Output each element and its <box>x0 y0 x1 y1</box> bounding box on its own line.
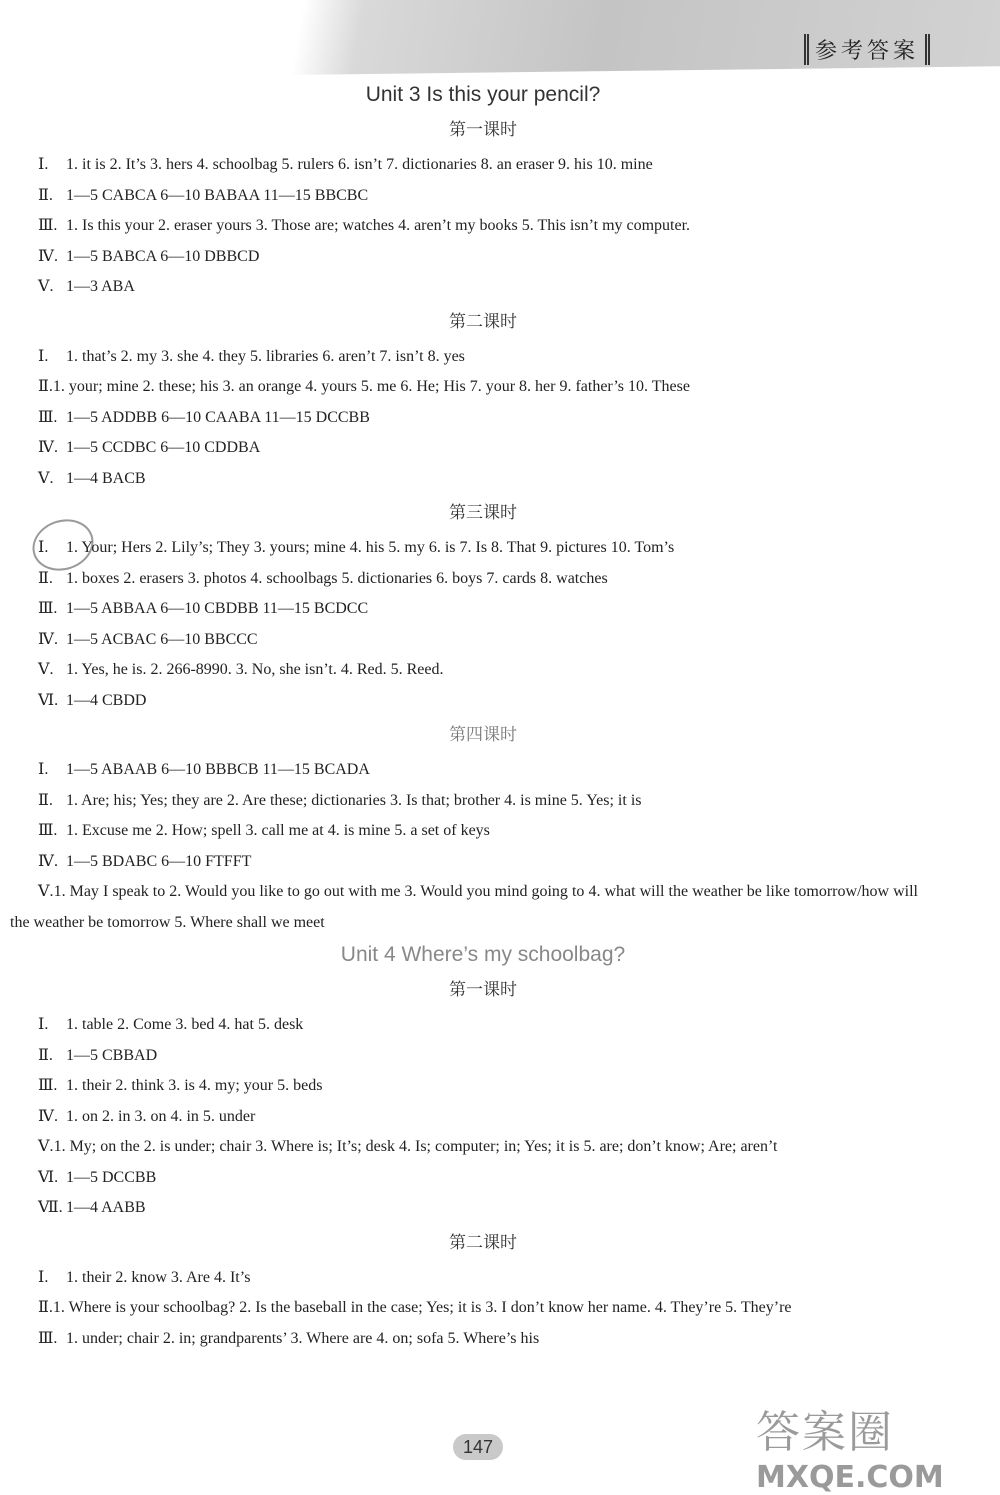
answer-line <box>38 433 928 464</box>
answer-line <box>6 1293 928 1324</box>
answer-line <box>38 847 928 878</box>
answer-line <box>6 372 928 403</box>
section-number: Ⅱ. <box>38 186 53 204</box>
answer-text: 1—5 BABCA 6—10 DBBCD <box>66 247 260 265</box>
answer-text: 1. Is this your 2. eraser yours 3. Those are; watches 4. aren’t my books 5. This isn’t my computer. <box>66 217 691 234</box>
section-number: Ⅳ. <box>38 852 58 870</box>
answer-line <box>38 625 928 656</box>
section-number: Ⅱ. <box>38 791 53 809</box>
answer-text: 1. their 2. know 3. Are 4. It’s <box>66 1268 251 1286</box>
section-number: Ⅰ. <box>38 347 49 365</box>
answer-line <box>6 877 928 938</box>
unit-title: Unit 3 Is this your pencil? <box>365 83 601 106</box>
answer-text: 1. your; mine 2. these; his 3. an orange 4. yours 5. me 6. He; His 7. your 8. her 9. father’s 10. These <box>52 378 690 395</box>
answer-line <box>38 1071 928 1102</box>
answer-line <box>38 464 928 495</box>
unit-title: Unit 4 Where’s my schoolbag? <box>340 943 626 966</box>
section-number: Ⅰ. <box>38 761 49 778</box>
answer-line <box>38 1193 928 1224</box>
section-number: Ⅴ. <box>38 1138 54 1155</box>
answer-line <box>38 150 928 181</box>
answer-text: 1. on 2. in 3. on 4. in 5. under <box>66 1107 256 1125</box>
lesson-title: 第二课时 <box>449 311 517 332</box>
section-number: Ⅳ. <box>38 630 58 648</box>
answer-text: 1. Yes, he is. 2. 266-8990. 3. No, she isn’t. 4. Red. 5. Reed. <box>66 661 444 678</box>
section-number: Ⅴ. <box>38 278 54 295</box>
answer-line <box>6 1132 928 1163</box>
watermark-logo <box>756 1396 986 1495</box>
section-number: Ⅱ. <box>38 569 53 587</box>
answer-line <box>38 1102 928 1133</box>
section-number: Ⅳ. <box>38 439 58 456</box>
answer-text: 1. May I speak to 2. Would you like to go out with me 3. Would you mind going to 4. what will the weather be like tomorrow/how will the weather be tomorrow 5. Where shall we meet <box>10 883 918 931</box>
section-number: Ⅴ. <box>38 469 54 487</box>
answer-line <box>38 342 928 373</box>
answer-text: 1—3 ABA <box>66 278 135 295</box>
answer-text: 1. Excuse me 2. How; spell 3. call me at 4. is mine 5. a set of keys <box>66 822 490 839</box>
lesson-title: 第二课时 <box>449 1232 517 1253</box>
answer-line <box>38 686 928 717</box>
section-number: Ⅰ. <box>38 1268 49 1286</box>
section-number: Ⅲ. <box>38 1329 58 1347</box>
answer-text: 1—5 ABBAA 6—10 CBDBB 11—15 BCDCC <box>66 600 369 617</box>
answer-text: 1. Your; Hers 2. Lily’s; They 3. yours; mine 4. his 5. my 6. is 7. Is 8. That 9. pictures 10. Tom’s <box>66 539 675 556</box>
answer-line <box>38 181 928 212</box>
answer-text: 1. table 2. Come 3. bed 4. hat 5. desk <box>66 1016 304 1033</box>
answer-line <box>38 564 928 595</box>
lesson-title: 第四课时 <box>449 725 517 745</box>
answer-line <box>38 211 928 242</box>
answer-text: 1—5 ACBAC 6—10 BBCCC <box>66 630 258 648</box>
section-number: Ⅳ. <box>38 1107 58 1125</box>
answer-line <box>38 1010 928 1041</box>
answer-text: 1. Are; his; Yes; they are 2. Are these; dictionaries 3. Is that; brother 4. is mine 5. Yes; it is <box>66 791 642 809</box>
section-number: Ⅲ. <box>38 1077 58 1094</box>
section-number: Ⅴ. <box>38 883 54 900</box>
answer-text: 1. that’s 2. my 3. she 4. they 5. libraries 6. aren’t 7. isn’t 8. yes <box>66 347 465 365</box>
answer-line <box>38 1163 928 1194</box>
answer-text: 1—4 BACB <box>66 469 146 487</box>
answer-text: 1—5 BDABC 6—10 FTFFT <box>66 852 252 870</box>
answer-line <box>38 272 928 303</box>
answer-text: 1—5 CABCA 6—10 BABAA 11—15 BBCBC <box>66 186 369 204</box>
watermark-en: MXQE.COM <box>756 1460 944 1495</box>
lesson-title: 第三课时 <box>449 503 517 523</box>
section-number: Ⅵ. <box>38 691 59 709</box>
section-number: Ⅲ. <box>38 600 58 617</box>
answer-text: 1—4 AABB <box>66 1199 146 1216</box>
answer-line <box>38 816 928 847</box>
section-number: Ⅱ. <box>38 1299 53 1316</box>
answer-text: 1—5 CCDBC 6—10 CDDBA <box>66 439 261 456</box>
answer-line <box>38 403 928 434</box>
section-number: Ⅱ. <box>38 1046 53 1064</box>
section-number: Ⅲ. <box>38 408 58 426</box>
answer-text: 1. boxes 2. erasers 3. photos 4. schoolbags 5. dictionaries 6. boys 7. cards 8. watches <box>66 569 608 587</box>
section-number: Ⅶ. <box>38 1199 63 1216</box>
answer-line <box>38 1263 928 1294</box>
section-number: Ⅵ. <box>38 1168 59 1186</box>
page-number: 147 <box>453 1434 503 1460</box>
section-number: Ⅲ. <box>38 822 58 839</box>
answer-text: 1—4 CBDD <box>66 691 147 709</box>
section-number: Ⅳ. <box>38 247 58 265</box>
answer-text: 1. under; chair 2. in; grandparents’ 3. Where are 4. on; sofa 5. Where’s his <box>66 1329 540 1347</box>
answer-text: 1—5 CBBAD <box>66 1046 158 1064</box>
section-number: Ⅰ. <box>38 156 49 173</box>
section-number: Ⅲ. <box>38 217 58 234</box>
section-number: Ⅰ. <box>38 539 49 556</box>
answer-line <box>38 242 928 273</box>
answer-content <box>10 78 928 1354</box>
answer-line <box>38 786 928 817</box>
answer-text: 1—5 ADDBB 6—10 CAABA 11—15 DCCBB <box>66 408 370 426</box>
answer-text: 1. My; on the 2. is under; chair 3. Where is; It’s; desk 4. Is; computer; in; Yes; it is 5. are; don’t know; Are; aren’t <box>53 1138 778 1155</box>
lesson-title: 第一课时 <box>449 120 517 140</box>
answer-line <box>38 1041 928 1072</box>
answer-text: 1. their 2. think 3. is 4. my; your 5. beds <box>66 1077 323 1094</box>
section-number: Ⅰ. <box>38 1016 49 1033</box>
answer-text: 1. Where is your schoolbag? 2. Is the baseball in the case; Yes; it is 3. I don’t know her name. 4. They’re 5. They’re <box>52 1299 792 1316</box>
lesson-title: 第一课时 <box>449 980 517 1000</box>
answer-text: 1—5 DCCBB <box>66 1168 157 1186</box>
header-title: 参考答案 <box>804 34 930 65</box>
answer-line <box>38 533 928 564</box>
answer-line <box>38 655 928 686</box>
answer-line <box>38 755 928 786</box>
answer-line <box>38 1324 928 1355</box>
answer-text: 1—5 ABAAB 6—10 BBBCB 11—15 BCADA <box>66 761 370 778</box>
section-number: Ⅱ. <box>38 378 53 395</box>
answer-line <box>38 594 928 625</box>
watermark-cn: 答案圈 <box>756 1407 894 1458</box>
section-number: Ⅴ. <box>38 661 54 678</box>
answer-text: 1. it is 2. It’s 3. hers 4. schoolbag 5. rulers 6. isn’t 7. dictionaries 8. an eraser 9. his 10. mine <box>66 156 653 173</box>
